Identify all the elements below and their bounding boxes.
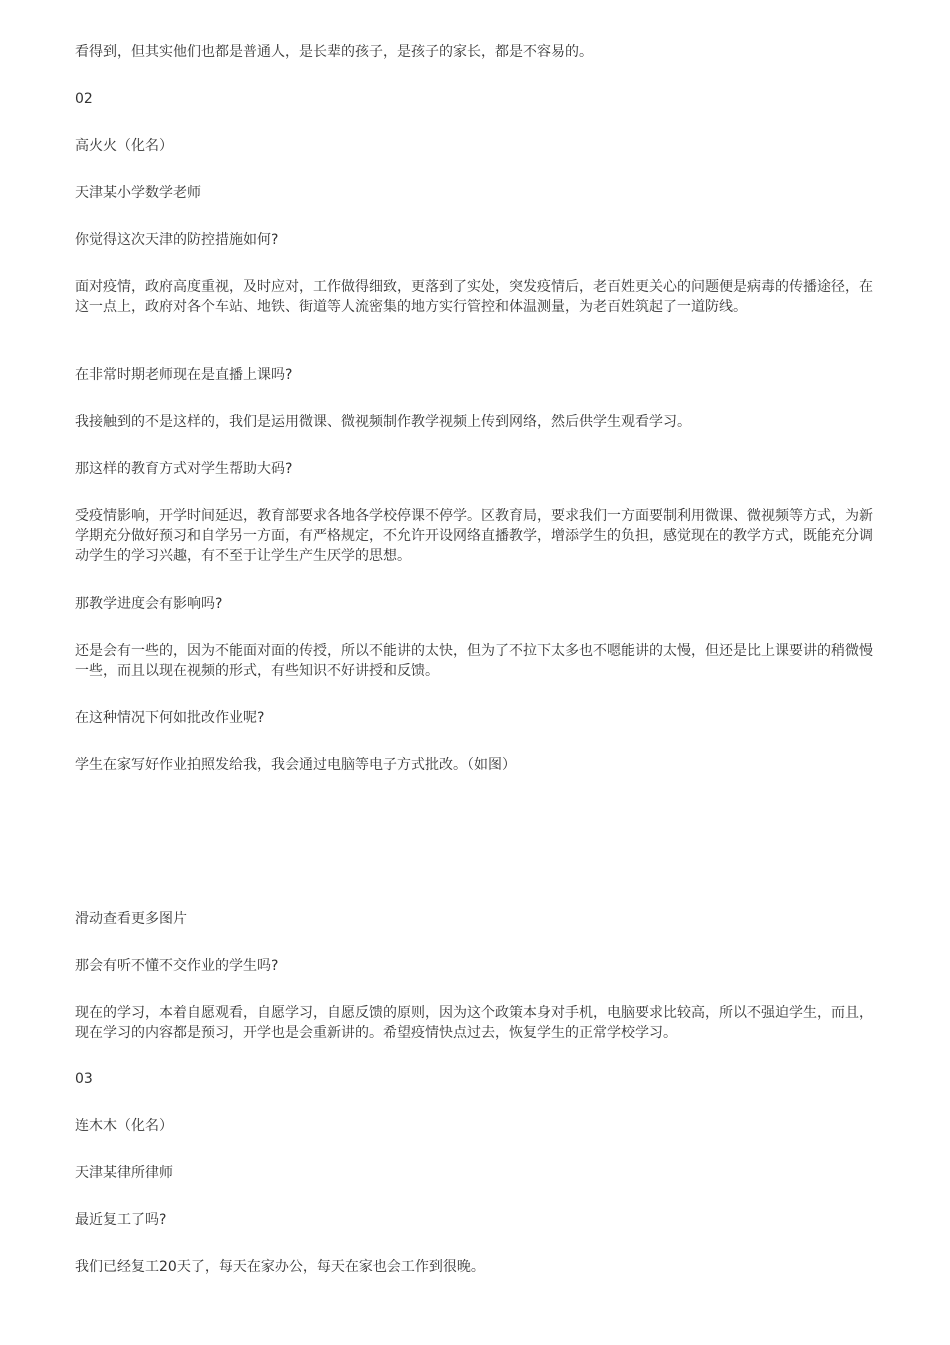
question-paragraph: 在非常时期老师现在是直播上课吗? [75, 367, 293, 383]
section-number-03: 03 [75, 1071, 93, 1087]
question-paragraph: 最近复工了吗? [75, 1212, 167, 1228]
interviewee-name: 高火火（化名） [75, 138, 173, 154]
image-carousel-area[interactable] [75, 790, 880, 890]
answer-paragraph: 面对疫情，政府高度重视，及时应对，工作做得细致，更落到了实处，突发疫情后，老百姓更关心的问题便是病毒的传播途径，在这一点上，政府对各个车站、地铁、街道等人流密集的地方实行管控和体温测量，为老百姓筑起了一道防线。 [75, 279, 873, 315]
question-paragraph: 那教学进度会有影响吗? [75, 596, 223, 612]
answer-paragraph: 我接触到的不是这样的，我们是运用微课、微视频制作教学视频上传到网络，然后供学生观看学习。 [75, 414, 691, 430]
interviewee-name: 连木木（化名） [75, 1118, 173, 1134]
question-paragraph: 你觉得这次天津的防控措施如何? [75, 232, 279, 248]
answer-paragraph: 受疫情影响，开学时间延迟，教育部要求各地各学校停课不停学。区教育局，要求我们一方面要制利用微课、微视频等方式，为新学期充分做好预习和自学另一方面，有严格规定，不允许开设网络直播教学，增添学生的负担，感觉现在的教学方式，既能充分调动学生的学习兴趣，有不至于让学生产生厌学的思想。 [75, 508, 873, 564]
carousel-hint: 滑动查看更多图片 [75, 911, 187, 927]
question-paragraph: 在这种情况下何如批改作业呢? [75, 710, 265, 726]
section-number-02: 02 [75, 91, 93, 107]
interviewee-title: 天津某小学数学老师 [75, 185, 201, 201]
answer-paragraph: 还是会有一些的，因为不能面对面的传授，所以不能讲的太快，但为了不拉下太多也不嗯能讲的太慢，但还是比上课要讲的稍微慢一些，而且以现在视频的形式，有些知识不好讲授和反馈。 [75, 643, 873, 679]
answer-paragraph: 我们已经复工20天了，每天在家办公，每天在家也会工作到很晚。 [75, 1259, 485, 1275]
answer-paragraph: 现在的学习，本着自愿观看，自愿学习，自愿反馈的原则，因为这个政策本身对手机，电脑要求比较高，所以不强迫学生，而且，现在学习的内容都是预习，开学也是会重新讲的。希望疫情快点过去，恢复学生的正常学校学习。 [75, 1005, 873, 1041]
question-paragraph: 那这样的教育方式对学生帮助大码? [75, 461, 293, 477]
question-paragraph: 那会有听不懂不交作业的学生吗? [75, 958, 279, 974]
answer-paragraph: 学生在家写好作业拍照发给我，我会通过电脑等电子方式批改。（如图） [75, 757, 516, 773]
interviewee-title: 天津某律所律师 [75, 1165, 173, 1181]
paragraph-intro: 看得到，但其实他们也都是普通人，是长辈的孩子，是孩子的家长，都是不容易的。 [75, 44, 593, 60]
